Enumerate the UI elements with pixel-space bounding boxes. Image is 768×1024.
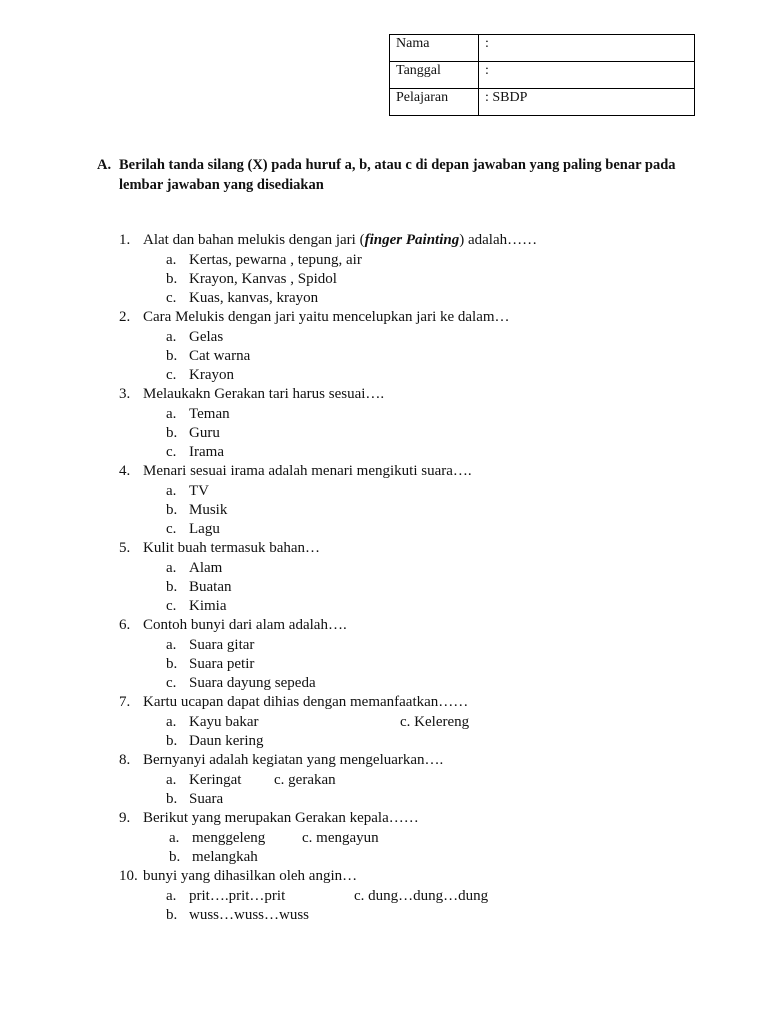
option-text: Suara dayung sepeda <box>189 675 316 691</box>
option-letter: c. <box>166 598 177 614</box>
question-text: Melaukakn Gerakan tari harus sesuai…. <box>143 386 385 402</box>
question-3 <box>119 386 384 403</box>
option-8c <box>274 772 336 789</box>
option-1a <box>166 252 362 269</box>
section-instruction <box>97 155 697 195</box>
option-text: Krayon <box>189 367 234 383</box>
option-4c <box>166 521 220 538</box>
question-number: 2. <box>119 309 131 325</box>
question-5 <box>119 540 320 557</box>
question-number: 7. <box>119 694 131 710</box>
option-letter: b. <box>166 271 178 287</box>
question-text: Bernyanyi adalah kegiatan yang mengeluarkan…. <box>143 752 444 768</box>
option-letter: b. <box>166 502 178 518</box>
option-letter: c. <box>302 830 313 846</box>
option-8b <box>166 791 223 808</box>
question-number: 1. <box>119 232 131 248</box>
option-text: Kayu bakar <box>189 714 259 730</box>
option-letter: b. <box>166 907 178 923</box>
option-text: gerakan <box>288 772 336 788</box>
option-letter: a. <box>166 637 177 653</box>
question-2 <box>119 309 510 326</box>
option-text: Kuas, kanvas, krayon <box>189 290 319 306</box>
question-8 <box>119 752 443 769</box>
option-text: Krayon, Kanvas , Spidol <box>189 271 337 287</box>
info-value: : SBDP <box>479 89 695 116</box>
option-7b <box>166 733 264 750</box>
option-letter: b. <box>169 849 181 865</box>
option-9c <box>302 830 379 847</box>
option-text: Suara gitar <box>189 637 255 653</box>
question-text: Kartu ucapan dapat dihias dengan memanfaatkan…… <box>143 694 469 710</box>
option-letter: c. <box>166 675 177 691</box>
option-letter: a. <box>166 252 177 268</box>
question-4 <box>119 463 472 480</box>
option-6c <box>166 675 316 692</box>
option-10c <box>354 888 488 905</box>
question-text: Berikut yang merupakan Gerakan kepala…… <box>143 810 419 826</box>
question-number: 10. <box>119 868 138 884</box>
option-text: Guru <box>189 425 220 441</box>
option-letter: b. <box>166 733 178 749</box>
question-9 <box>119 810 419 827</box>
option-8a <box>166 772 241 789</box>
question-number: 6. <box>119 617 131 633</box>
option-text: Suara petir <box>189 656 255 672</box>
option-letter: a. <box>169 830 180 846</box>
option-text: dung…dung…dung <box>368 888 489 904</box>
option-letter: a. <box>166 560 177 576</box>
option-letter: a. <box>166 329 177 345</box>
option-2a <box>166 329 223 346</box>
question-1 <box>119 232 537 249</box>
option-letter: a. <box>166 406 177 422</box>
option-letter: b. <box>166 425 178 441</box>
option-3c <box>166 444 224 461</box>
option-letter: c. <box>166 521 177 537</box>
info-label: Nama <box>390 35 479 62</box>
option-7a <box>166 714 259 731</box>
option-letter: b. <box>166 656 178 672</box>
question-emphasis: finger Painting <box>364 232 460 248</box>
option-9a <box>169 830 265 847</box>
question-text: Cara Melukis dengan jari yaitu mencelupkan jari ke dalam… <box>143 309 510 325</box>
option-text: melangkah <box>192 849 258 865</box>
option-2c <box>166 367 234 384</box>
option-3b <box>166 425 220 442</box>
option-text: Suara <box>189 791 224 807</box>
option-text: Buatan <box>189 579 232 595</box>
option-6a <box>166 637 254 654</box>
option-letter: a. <box>166 772 177 788</box>
option-5a <box>166 560 222 577</box>
option-4b <box>166 502 227 519</box>
option-text: TV <box>189 483 209 499</box>
question-number: 3. <box>119 386 131 402</box>
question-text: Kulit buah termasuk bahan… <box>143 540 321 556</box>
option-9b <box>169 849 258 866</box>
option-4a <box>166 483 209 500</box>
question-text: Alat dan bahan melukis dengan jari ( <box>143 232 365 248</box>
option-7c <box>400 714 469 731</box>
option-text: Keringat <box>189 772 242 788</box>
option-5b <box>166 579 232 596</box>
option-letter: c. <box>166 444 177 460</box>
question-6 <box>119 617 347 634</box>
question-10 <box>119 868 357 885</box>
option-letter: a. <box>166 888 177 904</box>
option-text: Alam <box>189 560 223 576</box>
option-text: Kimia <box>189 598 227 614</box>
option-10a <box>166 888 285 905</box>
student-info-table <box>389 34 695 116</box>
option-text: Musik <box>189 502 228 518</box>
info-label: Pelajaran <box>390 89 479 116</box>
question-number: 9. <box>119 810 131 826</box>
question-text-end: ) adalah…… <box>459 232 538 248</box>
option-letter: c. <box>166 367 177 383</box>
option-1b <box>166 271 337 288</box>
option-text: Lagu <box>189 521 220 537</box>
question-number: 4. <box>119 463 131 479</box>
question-text: Contoh bunyi dari alam adalah…. <box>143 617 347 633</box>
option-letter: a. <box>166 714 177 730</box>
option-letter: b. <box>166 348 178 364</box>
option-letter: a. <box>166 483 177 499</box>
question-text: bunyi yang dihasilkan oleh angin… <box>143 868 358 884</box>
info-value: : <box>479 62 695 89</box>
option-letter: c. <box>274 772 285 788</box>
option-6b <box>166 656 254 673</box>
info-row-nama <box>390 35 695 62</box>
option-text: Teman <box>189 406 230 422</box>
option-text: prit….prit…prit <box>189 888 286 904</box>
info-row-tanggal <box>390 62 695 89</box>
option-letter: b. <box>166 579 178 595</box>
info-row-pelajaran <box>390 89 695 116</box>
option-10b <box>166 907 309 924</box>
option-5c <box>166 598 227 615</box>
question-text: Menari sesuai irama adalah menari mengikuti suara…. <box>143 463 472 479</box>
option-text: Irama <box>189 444 224 460</box>
option-text: wuss…wuss…wuss <box>189 907 310 923</box>
question-number: 5. <box>119 540 131 556</box>
option-1c <box>166 290 318 307</box>
option-3a <box>166 406 230 423</box>
option-text: mengayun <box>316 830 379 846</box>
option-letter: c. <box>354 888 365 904</box>
option-letter: c. <box>400 714 411 730</box>
instruction-text: Berilah tanda silang (X) pada huruf a, b, atau c di depan jawaban yang paling benar pada lembar jawaban yang disediakan <box>119 157 676 193</box>
option-letter: b. <box>166 791 178 807</box>
option-2b <box>166 348 250 365</box>
option-text: Gelas <box>189 329 224 345</box>
option-text: menggeleng <box>192 830 266 846</box>
question-7 <box>119 694 468 711</box>
option-text: Kelereng <box>414 714 470 730</box>
option-text: Cat warna <box>189 348 251 364</box>
option-text: Kertas, pewarna , tepung, air <box>189 252 362 268</box>
info-label: Tanggal <box>390 62 479 89</box>
option-letter: c. <box>166 290 177 306</box>
section-letter: A. <box>97 157 112 173</box>
question-number: 8. <box>119 752 131 768</box>
option-text: Daun kering <box>189 733 264 749</box>
info-value: : <box>479 35 695 62</box>
